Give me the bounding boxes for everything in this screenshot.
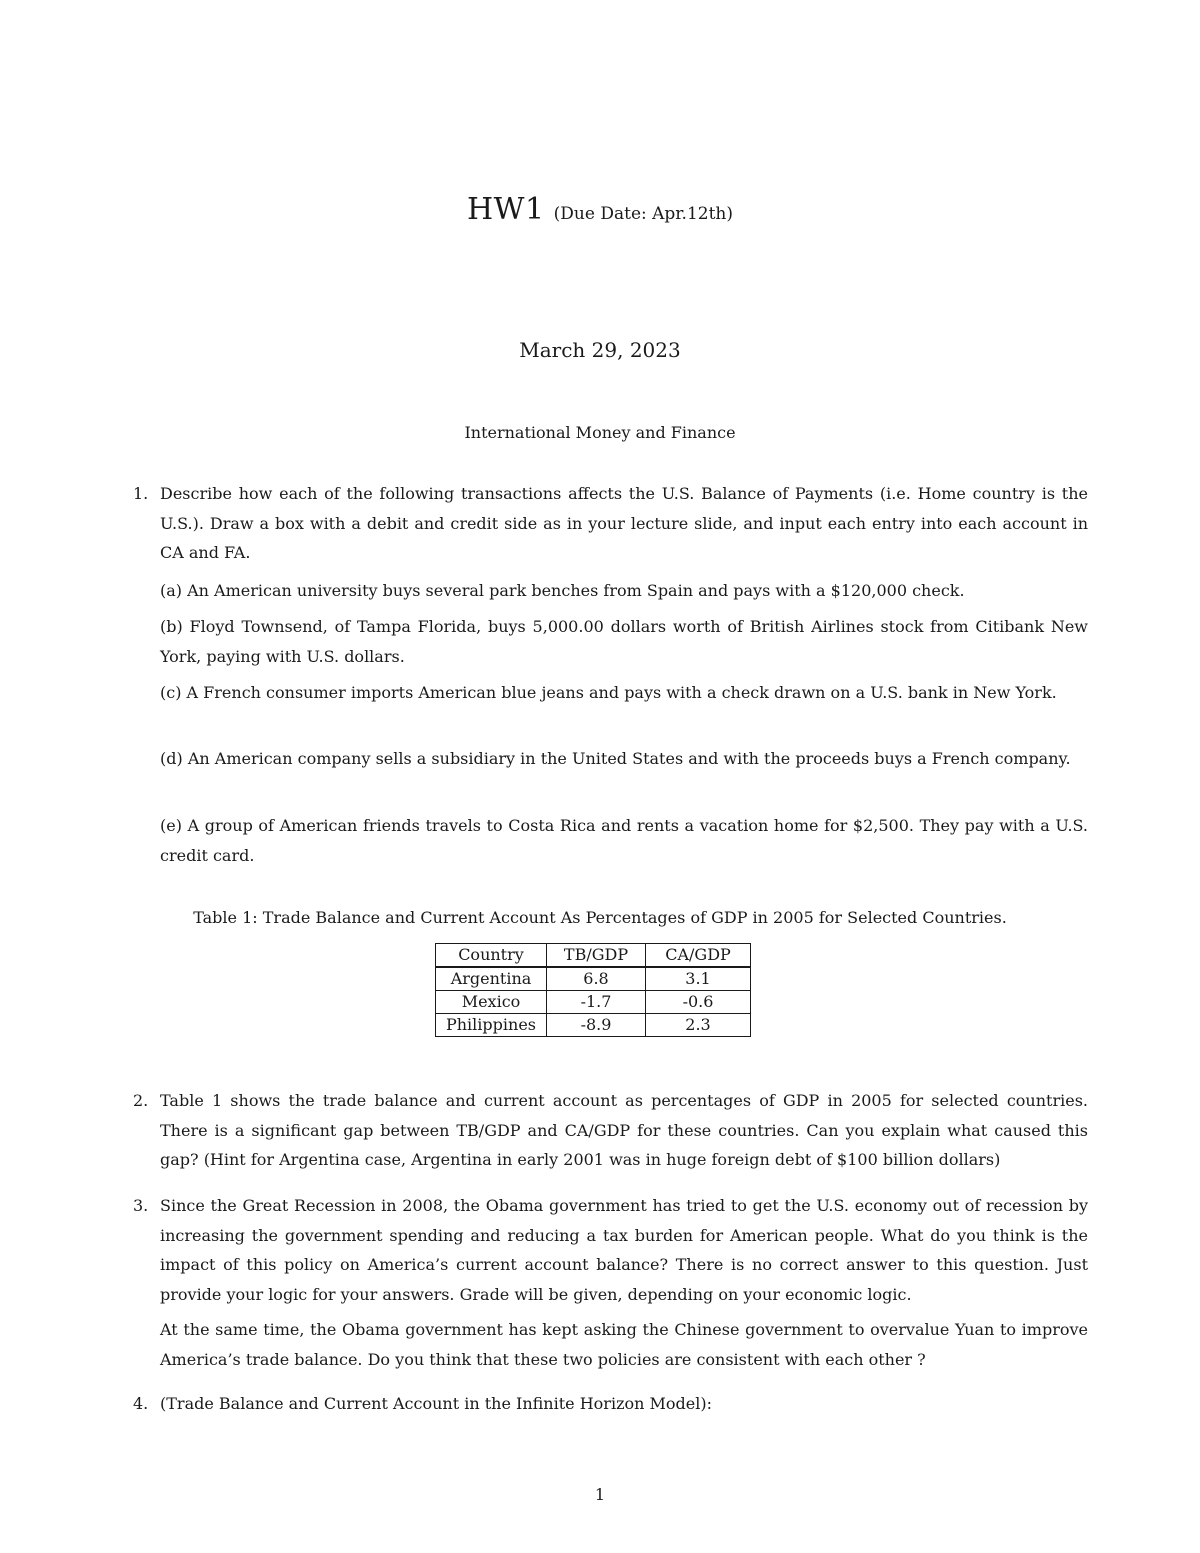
question-1e: (e) A group of American friends travels to Costa Rica and rents a vacation home for $2,500. They pay with a U.S. credit card.	[160, 816, 1088, 865]
question-1a: (a) An American university buys several park benches from Spain and pays with a $120,000 check.	[160, 581, 965, 600]
table-cell: Argentina	[436, 967, 547, 991]
table-header-cell: TB/GDP	[547, 944, 646, 968]
question-number: 2.	[133, 1091, 149, 1110]
table-caption: Table 1: Trade Balance and Current Account As Percentages of GDP in 2005 for Selected Countries.	[193, 908, 1007, 927]
table-cell: -1.7	[547, 991, 646, 1014]
question-text: Table 1 shows the trade balance and current account as percentages of GDP in 2005 for selected countries. There is a significant gap between TB/GDP and CA/GDP for these countries. Can you explain what caused this gap? (Hint for Argentina case, Argentina in early 2001 was in huge foreign debt of $100 billion dollars)	[160, 1091, 1088, 1169]
question-number: 3.	[133, 1196, 149, 1215]
table-cell: -8.9	[547, 1014, 646, 1037]
question-text: Describe how each of the following transactions affects the U.S. Balance of Payments (i.e. Home country is the U.S.). Draw a box with a debit and credit side as in your lecture slide, and input each entry into each account in CA and FA.	[160, 484, 1088, 562]
question-3-paragraph-2: At the same time, the Obama government has kept asking the Chinese government to overvalue Yuan to improve America’s trade balance. Do you think that these two policies are consistent with each other ?	[160, 1320, 1088, 1369]
table-header-row	[436, 944, 751, 968]
table-cell: Philippines	[436, 1014, 547, 1037]
table-cell: 6.8	[547, 967, 646, 991]
question-1	[133, 479, 1088, 568]
page-number: 1	[594, 1485, 606, 1504]
question-1b: (b) Floyd Townsend, of Tampa Florida, buys 5,000.00 dollars worth of British Airlines stock from Citibank New York, paying with U.S. dollars.	[160, 617, 1088, 666]
due-date: (Due Date: Apr.12th)	[553, 204, 734, 224]
question-number: 1.	[133, 484, 149, 503]
question-2	[133, 1086, 1088, 1175]
table-header-cell: Country	[436, 944, 547, 968]
table-cell: -0.6	[646, 991, 751, 1014]
question-1c: (c) A French consumer imports American blue jeans and pays with a check drawn on a U.S. bank in New York.	[160, 683, 1057, 702]
table-row	[436, 1014, 751, 1037]
question-4	[133, 1389, 1088, 1419]
table-cell: Mexico	[436, 991, 547, 1014]
question-text: Since the Great Recession in 2008, the Obama government has tried to get the U.S. economy out of recession by increasing the government spending and reducing a tax burden for American people. What do you think is the impact of this policy on America’s current account balance? There is no correct answer to this question. Just provide your logic for your answers. Grade will be given, depending on your economic logic.	[160, 1196, 1088, 1304]
data-table	[435, 943, 751, 1037]
table-header-cell: CA/GDP	[646, 944, 751, 968]
table-row	[436, 967, 751, 991]
question-1d: (d) An American company sells a subsidiary in the United States and with the proceeds buys a French company.	[160, 749, 1071, 768]
title-block	[0, 192, 1200, 227]
question-number: 4.	[133, 1394, 149, 1413]
table-cell: 3.1	[646, 967, 751, 991]
course-name: International Money and Finance	[464, 423, 736, 442]
document-date: March 29, 2023	[519, 338, 681, 362]
table-row	[436, 991, 751, 1014]
document-title: HW1	[466, 192, 545, 227]
question-text: (Trade Balance and Current Account in the Infinite Horizon Model):	[160, 1394, 712, 1413]
question-3	[133, 1191, 1088, 1309]
table-cell: 2.3	[646, 1014, 751, 1037]
